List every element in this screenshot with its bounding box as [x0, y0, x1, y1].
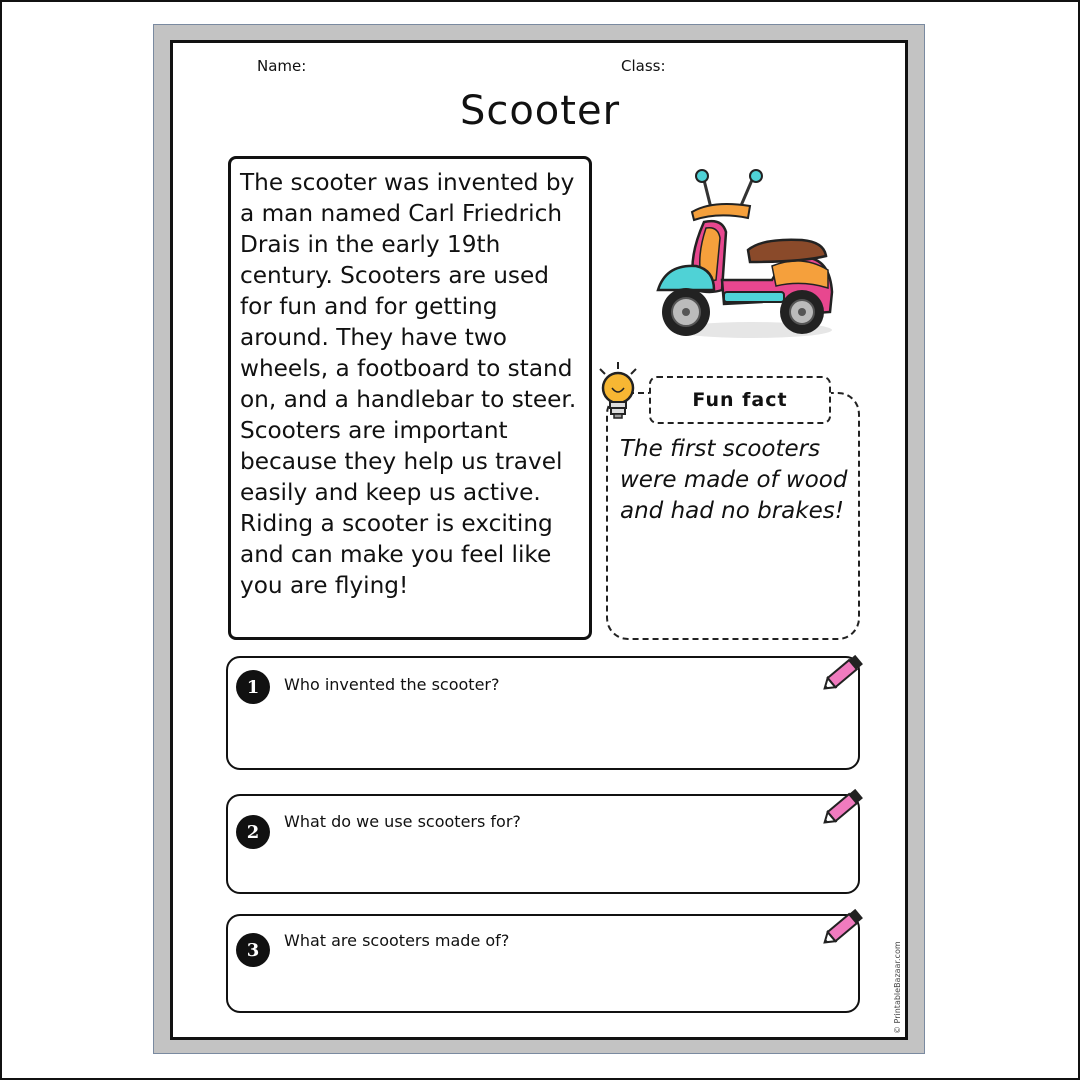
worksheet-title: Scooter — [459, 88, 621, 134]
question-2-text: What do we use scooters for? — [284, 812, 521, 831]
question-1-number: 1 — [238, 672, 268, 702]
lightbulb-icon — [592, 360, 644, 422]
question-1-text: Who invented the scooter? — [284, 675, 500, 694]
question-3-box[interactable] — [226, 914, 860, 1013]
question-2-box[interactable] — [226, 794, 860, 894]
question-2-number: 2 — [238, 817, 268, 847]
name-label: Name: — [257, 57, 307, 75]
watermark-text: © PrintableBazaar.com — [893, 941, 902, 1034]
question-3-text: What are scooters made of? — [284, 931, 510, 950]
fun-fact-text: The first scooters were made of wood and had no brakes! — [620, 436, 848, 524]
class-label: Class: — [621, 57, 666, 75]
pencil-icon — [818, 904, 868, 950]
pencil-icon — [818, 784, 868, 830]
question-1-box[interactable] — [226, 656, 860, 770]
question-3-number: 3 — [238, 935, 268, 965]
fun-fact-label: Fun fact — [649, 376, 831, 424]
reading-passage: The scooter was invented by a man named Carl Friedrich Drais in the early 19th century. Scooters are used for fun and for getting around. They have two wheels, a footboard to stand on, and a handlebar to steer. Scooters are important because they help us travel easily and keep us active. Riding a scooter is exciting and can make you feel like you are flying! — [228, 156, 592, 640]
pencil-icon — [818, 650, 868, 696]
scooter-illustration — [652, 162, 838, 350]
